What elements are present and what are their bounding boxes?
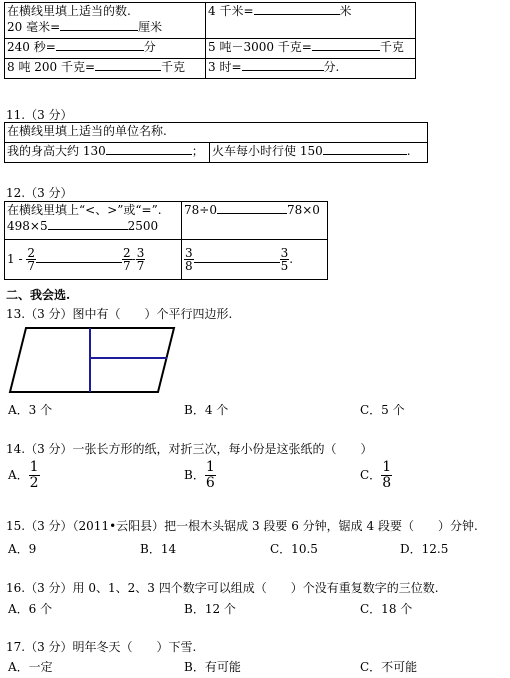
q12-minus: - — [131, 252, 136, 266]
q14-option-c[interactable]: C． $\frac{1}{8}$ — [360, 459, 392, 491]
q12-cell-r3c2 — [182, 240, 328, 280]
q10-r1c2-blank[interactable] — [254, 3, 340, 15]
q10-table — [4, 2, 416, 79]
q10-r2c1-expr: 240 秒= — [7, 40, 56, 54]
q11-title: 11.（3 分） — [6, 108, 73, 122]
q12-r2c1-expr-b: 2500 — [127, 219, 159, 233]
q16-option-a[interactable]: A．6 个 — [8, 602, 53, 616]
q11-right-blank[interactable] — [323, 143, 407, 155]
q12-r3c1-blank[interactable] — [36, 251, 122, 263]
q12-r3c2-blank[interactable] — [194, 251, 280, 263]
q10-r2c2-unit: 千克 — [379, 40, 404, 54]
q11-right-end: . — [406, 144, 411, 158]
q16-option-c[interactable]: C．18 个 — [360, 602, 413, 616]
q12-dot: . — [289, 252, 294, 266]
q14-c-frac: $\frac{1}{8}$ — [382, 459, 392, 491]
q14-option-b[interactable]: B． $\frac{1}{6}$ — [184, 459, 215, 491]
q10-instruction: 在横线里填上适当的数. — [7, 4, 131, 18]
q10-cell-r2c2 — [206, 39, 416, 59]
q12-instruction: 在横线里填上“<、>”或“=”. — [7, 203, 162, 217]
q14-a-frac: $\frac{1}{2}$ — [29, 459, 39, 491]
q12-frac-4: $\frac{3}{8}$ — [185, 246, 193, 273]
q12-cell-r1c1 — [5, 202, 182, 240]
q11-left-expr: 我的身高大约 130 — [7, 144, 106, 158]
q17-option-b[interactable]: B．有可能 — [184, 660, 241, 674]
q11-table — [4, 122, 428, 163]
q12-title: 12.（3 分） — [6, 186, 73, 200]
q11-right-expr: 火车每小时行使 150 — [212, 144, 323, 158]
q10-r1c1-unit: 厘米 — [138, 20, 163, 34]
q10-cell-r1c2 — [206, 3, 416, 39]
q10-cell-r3c1 — [5, 59, 206, 79]
q14-title: 14.（3 分）一张长方形的纸，对折三次，每小份是这张纸的（ ） — [6, 442, 373, 456]
q12-r1c2-expr-b: 78×0 — [286, 203, 320, 217]
q12-r1c2-expr-a: 78÷0 — [184, 203, 217, 217]
q15-option-a[interactable]: A．9 — [8, 542, 37, 556]
q10-r3c2-blank[interactable] — [242, 59, 324, 71]
q13-option-c[interactable]: C．5 个 — [360, 403, 405, 417]
q15-option-b[interactable]: B．14 — [140, 542, 177, 556]
parallelogram-figure — [8, 326, 178, 396]
q10-cell-r1c1 — [5, 3, 206, 39]
q11-left-end: ； — [191, 144, 204, 158]
q12-cell-r3c1 — [5, 240, 182, 280]
q14-option-a[interactable]: A． $\frac{1}{2}$ — [8, 459, 39, 491]
q13-option-a[interactable]: A．3 个 — [8, 403, 53, 417]
q15-option-c[interactable]: C．10.5 — [270, 542, 318, 556]
q17-option-c[interactable]: C．不可能 — [360, 660, 418, 674]
q12-frac-1: $\frac{2}{7}$ — [27, 246, 35, 273]
q10-cell-r2c1 — [5, 39, 206, 59]
q11-cell-right — [210, 143, 428, 163]
q12-frac-3: $\frac{3}{7}$ — [136, 246, 145, 273]
section-heading: 二、我会选. — [6, 288, 71, 302]
q17-title: 17.（3 分）明年冬天（ ）下雪. — [6, 640, 197, 654]
q10-r2c1-unit: 分 — [143, 40, 156, 54]
q16-title: 16.（3 分）用 0、1、2、3 四个数字可以组成（ ）个没有重复数字的三位数. — [6, 581, 439, 595]
q13-title: 13.（3 分）图中有（ ）个平行四边形. — [6, 307, 233, 321]
q10-r2c2-expr: 5 吨－3000 千克= — [208, 40, 312, 54]
q12-frac-5: $\frac{3}{5}$ — [280, 246, 289, 273]
q10-r3c1-expr: 8 吨 200 千克= — [7, 60, 96, 74]
q15-option-d[interactable]: D．12.5 — [400, 542, 449, 556]
q10-r1c2-expr: 4 千米= — [208, 4, 254, 18]
q10-cell-r3c2 — [206, 59, 416, 79]
q12-cell-r1c2 — [182, 202, 328, 240]
q12-table — [4, 201, 328, 280]
q12-frac-2: $\frac{2}{7}$ — [122, 246, 131, 273]
q10-r3c1-unit: 千克 — [161, 60, 186, 74]
q11-left-blank[interactable] — [106, 143, 192, 155]
q11-instruction: 在横线里填上适当的单位名称. — [5, 123, 428, 143]
q14-b-frac: $\frac{1}{6}$ — [205, 459, 215, 491]
q10-r1c1-expr: 20 毫米= — [7, 20, 61, 34]
q10-r2c2-blank[interactable] — [312, 39, 380, 51]
q13-option-b[interactable]: B．4 个 — [184, 403, 229, 417]
q16-option-b[interactable]: B．12 个 — [184, 602, 236, 616]
q12-r1c2-blank[interactable] — [217, 202, 287, 214]
q10-r1c1-blank[interactable] — [60, 19, 138, 31]
parallelogram-outline — [10, 328, 174, 392]
q17-option-a[interactable]: A．一定 — [8, 660, 53, 674]
q10-r1c2-unit: 米 — [339, 4, 352, 18]
q12-r2c1-blank[interactable] — [48, 218, 128, 230]
q12-r2c1-expr-a: 498×5 — [7, 219, 48, 233]
q15-title: 15.（3 分）（2011•云阳县）把一根木头锯成 3 段要 6 分钟，锯成 4 段要（ ）分钟. — [6, 519, 478, 533]
q10-r3c2-expr: 3 时= — [208, 60, 242, 74]
q10-r2c1-blank[interactable] — [56, 39, 144, 51]
q10-r3c1-blank[interactable] — [95, 59, 161, 71]
q12-r3c1-expr: 1 - — [7, 252, 23, 266]
q10-r3c2-unit: 分. — [323, 60, 340, 74]
q11-cell-left — [5, 143, 210, 163]
